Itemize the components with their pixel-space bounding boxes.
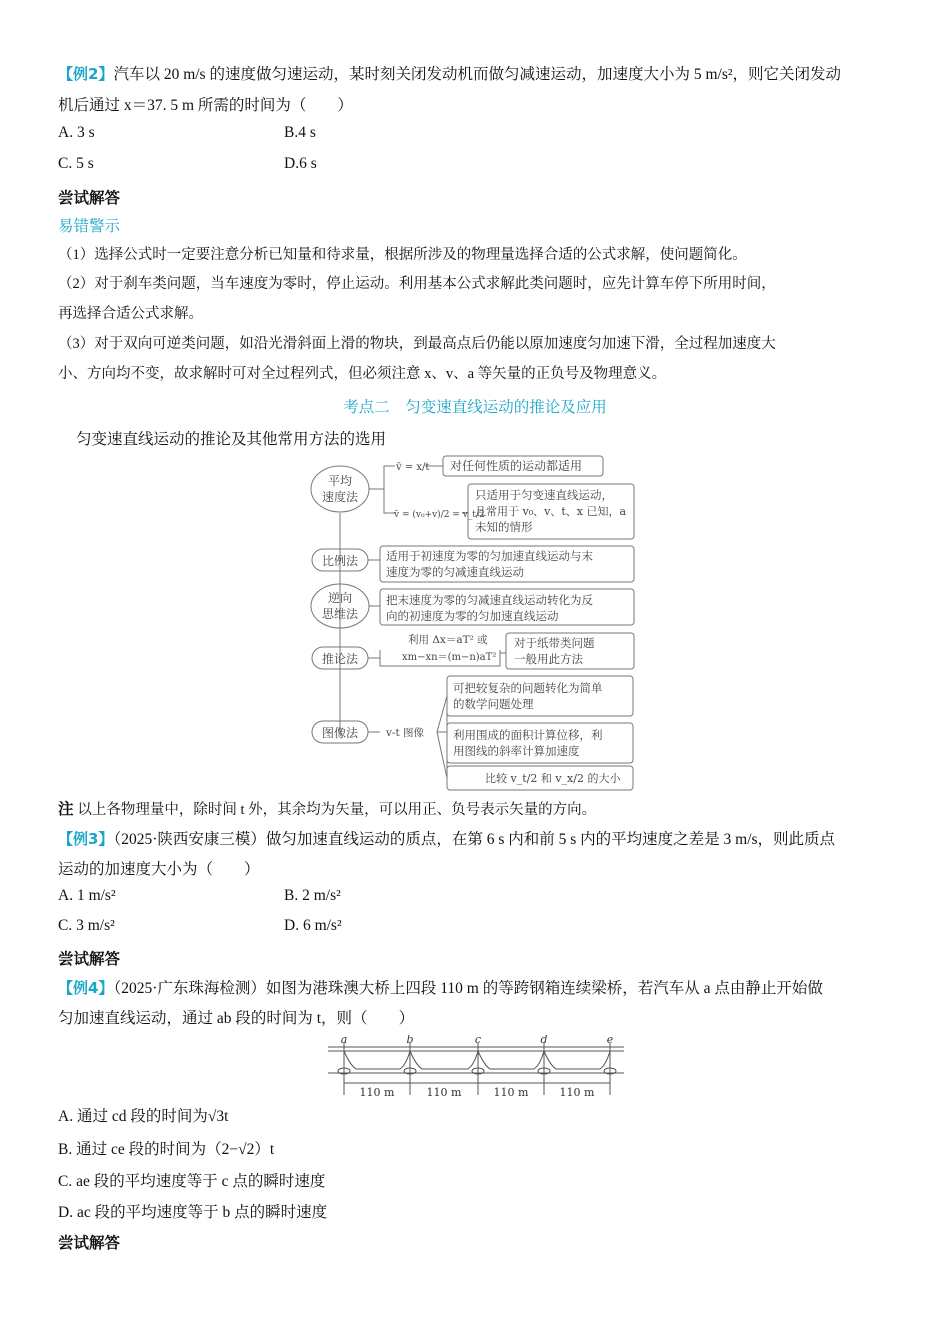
example-4-option-d: D. ac 段的平均速度等于 b 点的瞬时速度 <box>58 1204 328 1221</box>
example-4-text-1: （2025·广东珠海检测）如图为港珠澳大桥上四段 110 m 的等跨钢箱连续梁桥，若汽车从 a 点由静止开始做 <box>113 980 823 997</box>
span-label-4: 110 m <box>559 1086 595 1099</box>
desc-2a: 只适用于匀变速直线运动， <box>475 488 613 502</box>
example-2-option-d: D.6 s <box>284 155 317 172</box>
example-4-text-2: 匀加速直线运动，通过 ab 段的时间为 t，则（ ） <box>58 1010 415 1027</box>
span-label-2: 110 m <box>426 1086 462 1099</box>
example-2-line-1 <box>58 62 841 84</box>
warning-point-2a: （2）对于刹车类问题，当车速度为零时，停止运动。利用基本公式求解此类问题时，应先计算车停下所用时间， <box>58 276 776 292</box>
method-image: 图像法 <box>321 726 359 740</box>
desc-8: 比较 v_t/2 和 v_x/2 的大小 <box>485 772 621 785</box>
example-2-option-c: C. 5 s <box>58 155 94 172</box>
desc-7b: 用图线的斜率计算加速度 <box>453 744 580 758</box>
point-a: a <box>340 1035 348 1046</box>
example-2-option-a: A. 3 s <box>58 124 95 141</box>
point-e: e <box>606 1035 614 1046</box>
example-2-text-2: 机后通过 x＝37. 5 m 所需的时间为（ ） <box>58 97 353 114</box>
method-reverse-2: 思维法 <box>321 607 359 621</box>
warning-title: 易错警示 <box>58 217 121 235</box>
desc-7a: 利用围成的面积计算位移，利 <box>453 728 603 742</box>
desc-4b: 向的初速度为零的匀加速直线运动 <box>386 609 559 623</box>
example-4-option-a: A. 通过 cd 段的时间为√3t <box>58 1108 229 1125</box>
method-reverse-1: 逆向 <box>327 591 353 605</box>
warning-point-1: （1）选择公式时一定要注意分析已知量和待求量，根据所涉及的物理量选择合适的公式求解，使问题简化。 <box>58 247 747 263</box>
formula-1: v̄ = x/t <box>396 462 430 473</box>
try-answer-label-3: 尝试解答 <box>58 1234 121 1252</box>
point-b: b <box>406 1035 414 1046</box>
point-c: c <box>474 1035 482 1046</box>
method-ratio: 比例法 <box>321 554 359 568</box>
desc-6a: 可把较复杂的问题转化为简单 <box>453 681 603 695</box>
example-3-line-1 <box>58 827 835 849</box>
example-3-option-c: C. 3 m/s² <box>58 917 115 934</box>
method-average-1: 平均 <box>327 474 353 488</box>
example-4-option-c: C. ae 段的平均速度等于 c 点的瞬时速度 <box>58 1173 326 1190</box>
desc-6b: 的数学问题处理 <box>453 697 534 711</box>
example-3-text-1: （2025·陕西安康三模）做匀加速直线运动的质点，在第 6 s 内和前 5 s 内的平均速度之差是 3 m/s，则此质点 <box>113 831 836 848</box>
warning-point-2b: 再选择合适公式求解。 <box>58 306 203 322</box>
desc-5a: 对于纸带类问题 <box>514 636 595 650</box>
warning-point-3b: 小、方向均不变，故求解时可对全过程列式，但必须注意 x、v、a 等矢量的正负号及物理意义。 <box>58 366 667 382</box>
method-diagram <box>300 453 640 793</box>
vt-graph-label: v-t 图像 <box>386 727 425 739</box>
span-label-1: 110 m <box>359 1086 395 1099</box>
try-answer-label: 尝试解答 <box>58 189 121 207</box>
note-line <box>58 797 596 819</box>
desc-3b: 速度为零的匀减速直线运动 <box>386 565 524 579</box>
desc-2c: 未知的情形 <box>475 520 533 534</box>
example-4-line-1 <box>58 976 823 998</box>
example-3-option-b: B. 2 m/s² <box>284 887 341 904</box>
example-3-option-a: A. 1 m/s² <box>58 887 116 904</box>
formula-2: v̄ = (v₀+v)/2 = v_t/2 <box>394 510 485 520</box>
point-d: d <box>540 1035 548 1046</box>
desc-4a: 把末速度为零的匀减速直线运动转化为反 <box>386 593 593 607</box>
method-average-2: 速度法 <box>321 490 359 504</box>
formula-5a: 利用 Δx＝aT² 或 <box>408 634 488 646</box>
example-2-text-1: 汽车以 20 m/s 的速度做匀速运动，某时刻关闭发动机而做匀减速运动，加速度大小为 5 m/s²，则它关闭发动 <box>113 66 842 83</box>
desc-1: 对任何性质的运动都适用 <box>450 459 583 473</box>
section-subtitle: 匀变速直线运动的推论及其他常用方法的选用 <box>76 430 387 448</box>
try-answer-label-2: 尝试解答 <box>58 950 121 968</box>
example-3-tag: 【例3】 <box>58 830 114 848</box>
example-4-option-b: B. 通过 ce 段的时间为（2−√2）t <box>58 1141 275 1158</box>
example-3-text-2: 运动的加速度大小为（ ） <box>58 861 260 878</box>
example-2-option-b: B.4 s <box>284 124 316 141</box>
span-label-3: 110 m <box>493 1086 529 1099</box>
method-inference: 推论法 <box>321 652 359 666</box>
example-4-tag: 【例4】 <box>58 979 114 997</box>
example-3-option-d: D. 6 m/s² <box>284 917 342 934</box>
formula-5b: xm−xn＝(m−n)aT² <box>402 652 497 663</box>
warning-point-3a: （3）对于双向可逆类问题，如沿光滑斜面上滑的物块，到最高点后仍能以原加速度匀加速下滑，全过程加速度大 <box>58 336 776 352</box>
note-text: 以上各物理量中，除时间 t 外，其余均为矢量，可以用正、负号表示矢量的方向。 <box>77 802 597 818</box>
desc-5b: 一般用此方法 <box>514 652 583 666</box>
bridge-figure <box>326 1035 626 1099</box>
desc-3a: 适用于初速度为零的匀加速直线运动与末 <box>386 549 593 563</box>
section-heading: 考点二 匀变速直线运动的推论及应用 <box>343 398 607 416</box>
example-2-tag: 【例2】 <box>58 65 114 83</box>
desc-2b: 且常用于 v₀、v、t、x 已知，a <box>475 505 627 518</box>
note-label: 注 <box>58 800 74 818</box>
